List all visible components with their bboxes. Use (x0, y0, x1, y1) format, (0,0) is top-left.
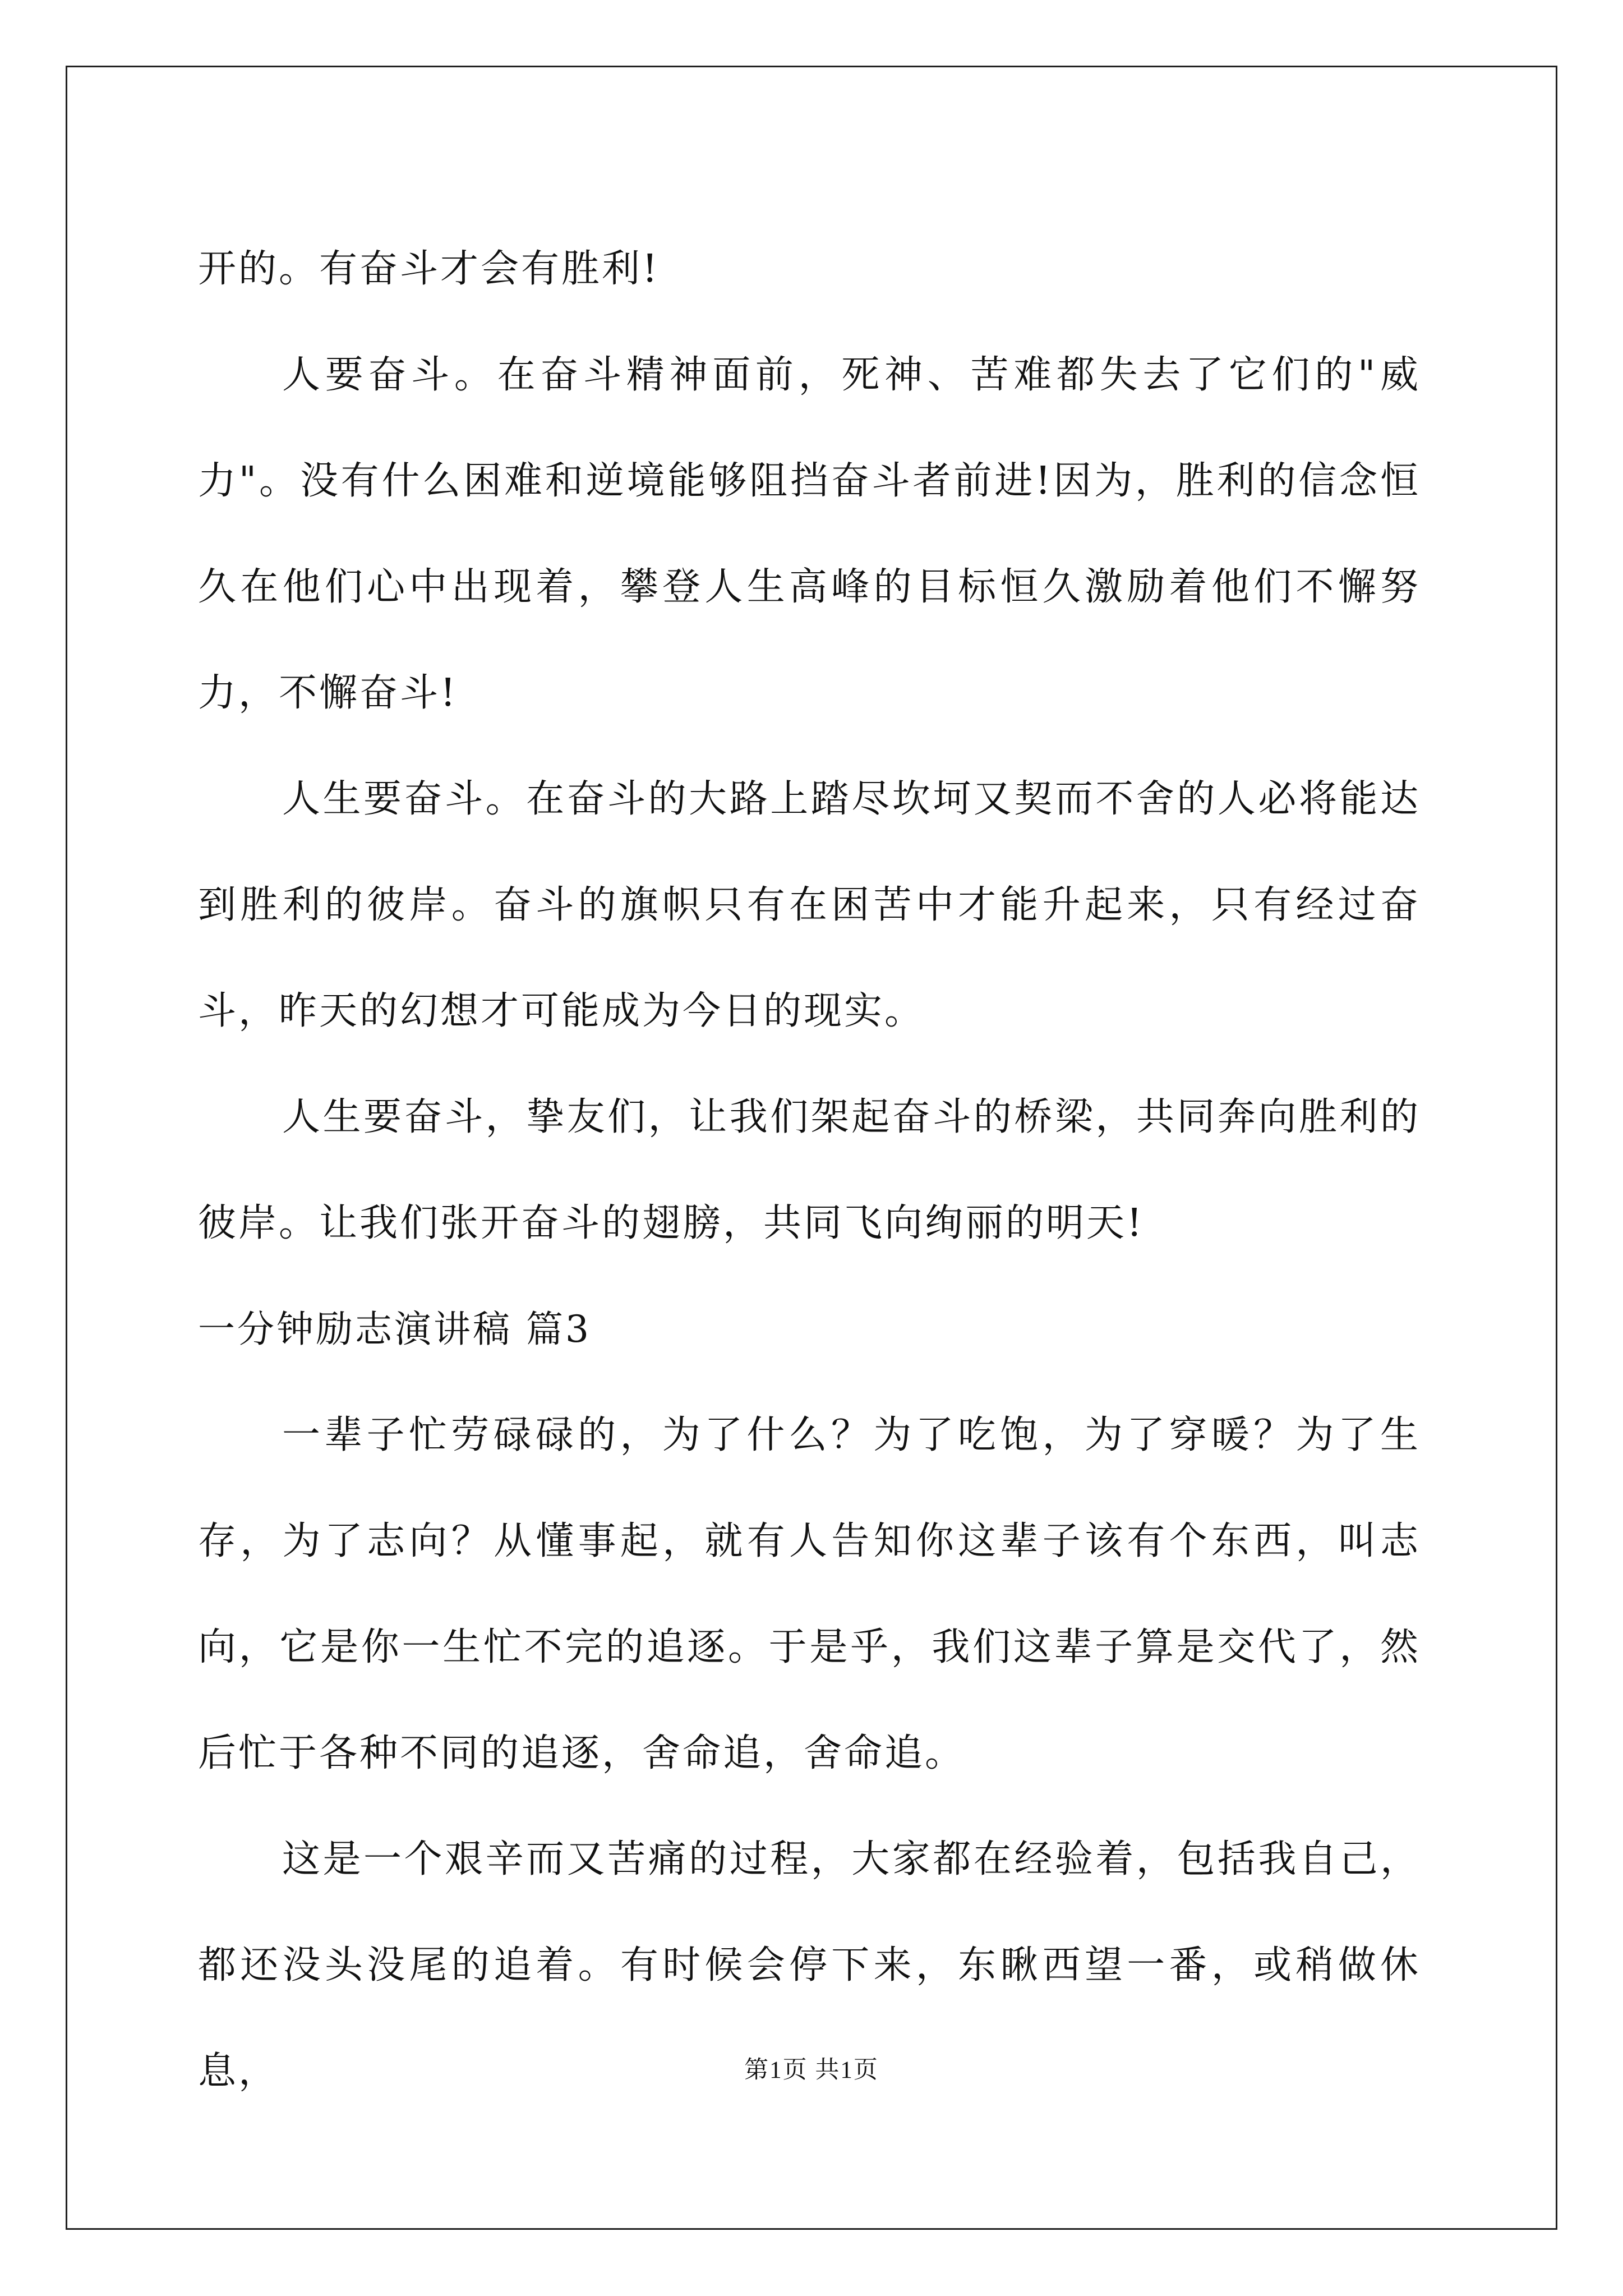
paragraph-4: 人生要奋斗，挚友们，让我们架起奋斗的桥梁，共同奔向胜利的彼岸。让我们张开奋斗的翅膀，共同飞向绚丽的明天! (198, 1095, 1421, 1245)
paragraph-5: 一辈子忙劳碌碌的，为了什么？为了吃饱，为了穿暖？为了生存，为了志向？从懂事起，就有人告知你这辈子该有个东西，叫志向，它是你一生忙不完的追逐。于是乎，我们这辈子算是交代了，然后忙于各种不同的追逐，舍命追，舍命追。 (198, 1413, 1421, 1775)
paragraph-6: 这是一个艰辛而又苦痛的过程，大家都在经验着，包括我自己，都还没头没尾的追着。有时候会停下来，东瞅西望一番，或稍做休息， (198, 1837, 1421, 2093)
document-body (198, 216, 1421, 2124)
page-footer: 第1页 共1页 (744, 2057, 879, 2083)
paragraph-3: 人生要奋斗。在奋斗的大路上踏尽坎坷又契而不舍的人必将能达到胜利的彼岸。奋斗的旗帜只有在困苦中才能升起来，只有经过奋斗，昨天的幻想才可能成为今日的现实。 (198, 777, 1421, 1033)
paragraph-2: 人要奋斗。在奋斗精神面前，死神、苦难都失去了它们的"威力"。没有什么困难和逆境能够阻挡奋斗者前进!因为，胜利的信念恒久在他们心中出现着，攀登人生高峰的目标恒久激励着他们不懈努力，不懈奋斗! (198, 353, 1421, 715)
section-heading: 一分钟励志演讲稿 篇3 (198, 1308, 591, 1351)
paragraph-1: 开的。有奋斗才会有胜利! (198, 247, 660, 291)
